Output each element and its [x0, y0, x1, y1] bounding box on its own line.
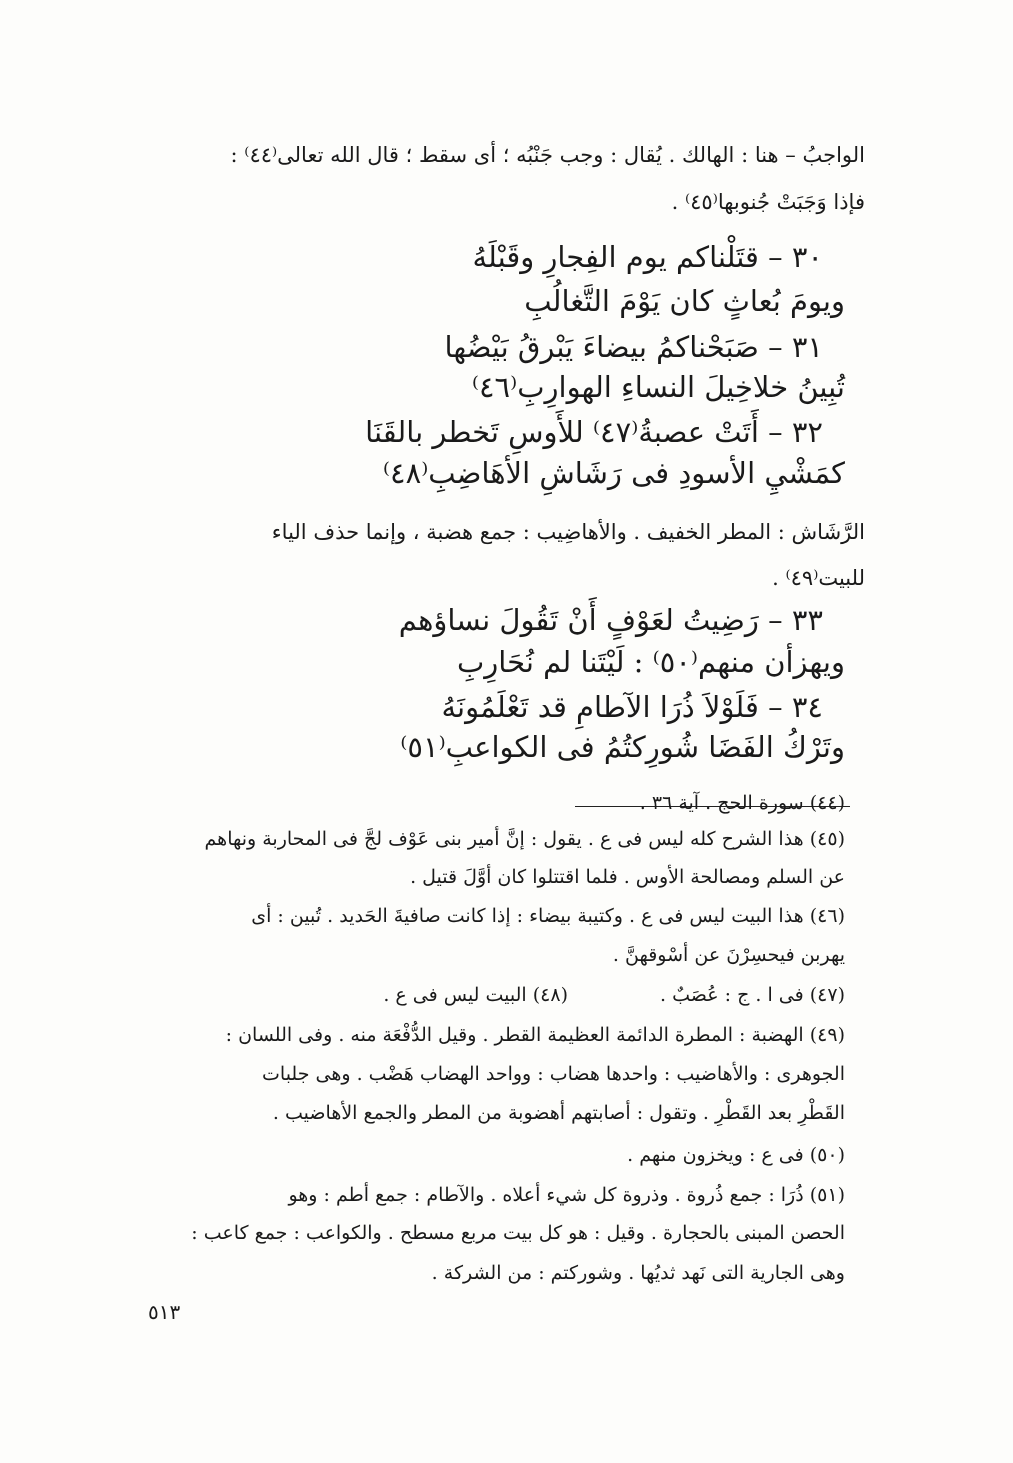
verse-31-first-hemistich: ٣١ – صَبَحْناكمُ بيضاءَ يَبْرقُ بَيْضُها: [444, 330, 823, 364]
footnote-45-line-2: عن السلم ومصالحة الأوس . فلما اقتتلوا كان أوَّلَ قتيل .: [410, 866, 845, 888]
footnote-46-line-1: (٤٦) هذا البيت ليس فى ع . وكتيبة بيضاء : إذا كانت صافيةَ الحَديد . تُبين : أى: [251, 905, 845, 927]
footnote-49-line-1: (٤٩) الهضبة : المطرة الدائمة العظيمة القطر . وقيل الدُّفْعَة منه . وفى اللسان :: [225, 1024, 845, 1046]
footnote-51-line-3: وهى الجارية التى نَهد ثديُها . وشوركتم : من الشركة .: [431, 1262, 845, 1284]
verse-32-second-hemistich: كمَشْيِ الأسودِ فى رَشَاشِ الأهَاضِبِ⁽٤٨⁾: [382, 456, 845, 490]
gloss-line-2: للبيت⁽٤٩⁾ .: [772, 566, 865, 590]
verse-33-second-hemistich: ويهزأن منهم⁽٥٠⁾ : لَيْتَنا لم نُحَارِبِ: [456, 645, 845, 679]
verse-34-first-hemistich: ٣٤ – فَلَوْلاَ ذُرَا الآطامِ قد تَعْلَمُونَهُ: [441, 690, 823, 724]
gloss-line-1: الرَّشَاش : المطر الخفيف . والأهاضِيب : جمع هضبة ، وإنما حذف الياء: [271, 520, 865, 544]
footnote-51-line-2: الحصن المبنى بالحجارة . وقيل : هو كل بيت مربع مسطح . والكواعب : جمع كاعب :: [191, 1222, 845, 1244]
verse-31-second-hemistich: تُبِينُ خلاخِيلَ النساءِ الهوارِبِ⁽٤٦⁾: [471, 370, 845, 404]
verse-30-second-hemistich: ويومَ بُعاثٍ كان يَوْمَ التَّغالُبِ: [524, 284, 845, 318]
verse-30-first-hemistich: ٣٠ – قتَلْناكم يوم الفِجارِ وقَبْلَهُ: [472, 240, 823, 274]
page-number: ٥١٣: [148, 1300, 181, 1324]
footnote-45-line-1: (٤٥) هذا الشرح كله ليس فى ع . يقول : إنَّ أمير بنى عَوْف لجَّ فى المحاربة ونهاهم: [204, 828, 845, 850]
footnote-51-line-1: (٥١) ذُرَا : جمع ذُروة . وذروة كل شيء أعلاه . والآطام : جمع أطم : وهو: [288, 1184, 845, 1206]
footnote-47: (٤٧) فى ا . ج : عُصَبٌ .: [660, 984, 845, 1006]
footnote-49-line-3: القَطْرِ بعد القَطْرِ . وتقول : أصابتهم أهضوبة من المطر والجمع الأهاضيب .: [272, 1102, 845, 1124]
intro-line-2: فإذا وَجَبَتْ جُنوبها⁽٤٥⁾ .: [671, 190, 865, 214]
footnote-48: (٤٨) البيت ليس فى ع .: [383, 984, 568, 1006]
intro-line-1: الواجبُ – هنا : الهالك . يُقال : وجب جَنْبُه ؛ أى سقط ؛ قال الله تعالى⁽٤٤⁾ :: [230, 143, 865, 167]
footnote-49-line-2: الجوهرى : والأهاضيب : واحدها هضاب : وواحد الهضاب هَضْب . وهى جلبات: [262, 1063, 845, 1085]
verse-34-second-hemistich: وتَرْكُ الفَضَا شُورِكتُمُ فى الكواعبِ⁽٥١⁾: [400, 730, 845, 764]
verse-33-first-hemistich: ٣٣ – رَضِيتُ لعَوْفٍ أَنْ تَقُولَ نساؤهم: [398, 603, 823, 637]
footnote-44: (٤٤) سورة الحج . آية ٣٦ .: [639, 792, 845, 814]
footnote-50: (٥٠) فى ع : ويخزون منهم .: [627, 1144, 845, 1166]
footnote-46-line-2: يهربن فيحسِرْنَ عن أسْوقهنَّ .: [612, 944, 845, 966]
verse-32-first-hemistich: ٣٢ – أَتَتْ عصبةُ⁽٤٧⁾ للأَوسِ تَخطر بالقَنَا: [365, 415, 823, 449]
